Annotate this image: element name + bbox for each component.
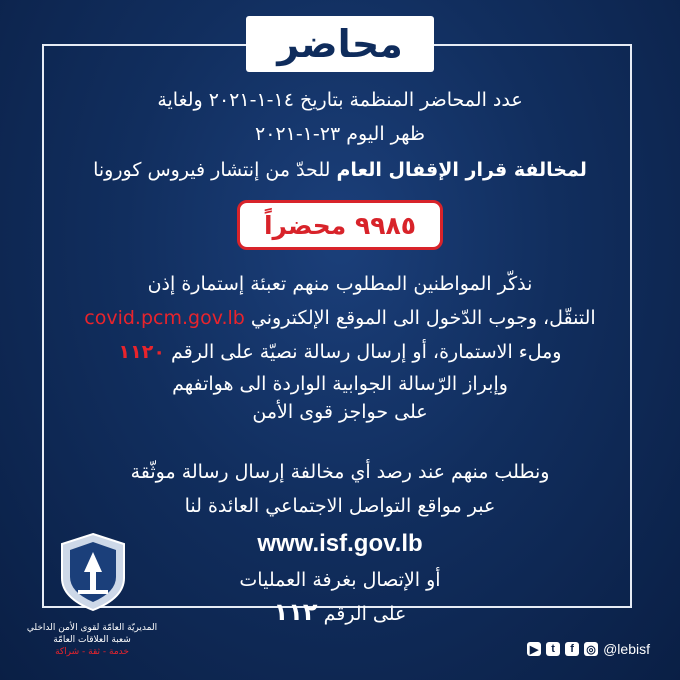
intro-line-3 bbox=[40, 158, 640, 182]
youtube-icon[interactable]: ▶ bbox=[527, 642, 541, 656]
contact-line-1: أو الإتصال بغرفة العمليات bbox=[239, 569, 441, 591]
reminder-line-4: وإبراز الرّسالة الجوابية الواردة الى هواتفهم bbox=[172, 373, 508, 395]
reminder-line-2 bbox=[40, 306, 640, 330]
intro-line-2: ظهر اليوم ٢٣-١-٢٠٢١ bbox=[254, 123, 425, 145]
logo-line-1: المديريّة العامّة لقوى الأمن الداخلي bbox=[26, 623, 158, 633]
intro-rest: للحدّ من إنتشار فيروس كورونا bbox=[93, 159, 331, 181]
request-line-1: ونطلب منهم عند رصد أي مخالفة إرسال رسالة موثّقة bbox=[130, 461, 550, 483]
reminder-line-3-text: وملء الاستمارة، أو إرسال رسالة نصيّة على الرقم bbox=[170, 341, 562, 363]
social-bar bbox=[527, 641, 650, 657]
reminder-line-2-text: التنقّل، وجوب الدّخول الى الموقع الإلكتروني bbox=[250, 307, 596, 329]
count-badge bbox=[237, 200, 443, 250]
covid-link[interactable]: covid.pcm.gov.lb bbox=[84, 307, 245, 329]
hotline-number: ١١٢ bbox=[273, 598, 318, 626]
isf-emblem-icon bbox=[58, 532, 128, 612]
facebook-icon[interactable]: f bbox=[565, 642, 579, 656]
request-line-2: عبر مواقع التواصل الاجتماعي العائدة لنا bbox=[184, 495, 496, 517]
title-banner bbox=[246, 16, 434, 72]
count-value: ٩٩٨٥ محضراً bbox=[263, 210, 416, 240]
reminder-line-1: نذكّر المواطنين المطلوب منهم تعبئة إستمارة إذن bbox=[147, 273, 533, 295]
intro-line-1: عدد المحاضر المنظمة بتاريخ ١٤-١-٢٠٢١ ولغاية bbox=[157, 89, 523, 111]
social-handle[interactable]: @lebisf bbox=[603, 641, 650, 657]
page-title: محاضر bbox=[277, 22, 403, 66]
website-link[interactable]: www.isf.gov.lb bbox=[257, 530, 423, 557]
contact-line-2-text: على الرقم bbox=[323, 603, 407, 625]
sms-number: ١١٢٠ bbox=[118, 341, 165, 363]
logo-line-3: خدمة - ثقة - شراكة bbox=[55, 647, 129, 657]
instagram-icon[interactable]: ◎ bbox=[584, 642, 598, 656]
reminder-line-5: على حواجز قوى الأمن bbox=[252, 401, 428, 423]
logo-line-2: شعبة العلاقات العامّة bbox=[53, 635, 131, 645]
intro-highlight: لمخالفة قرار الإقفال العام bbox=[336, 159, 587, 181]
twitter-icon[interactable]: t bbox=[546, 642, 560, 656]
logo-caption bbox=[22, 622, 162, 658]
reminder-line-3 bbox=[40, 340, 640, 364]
